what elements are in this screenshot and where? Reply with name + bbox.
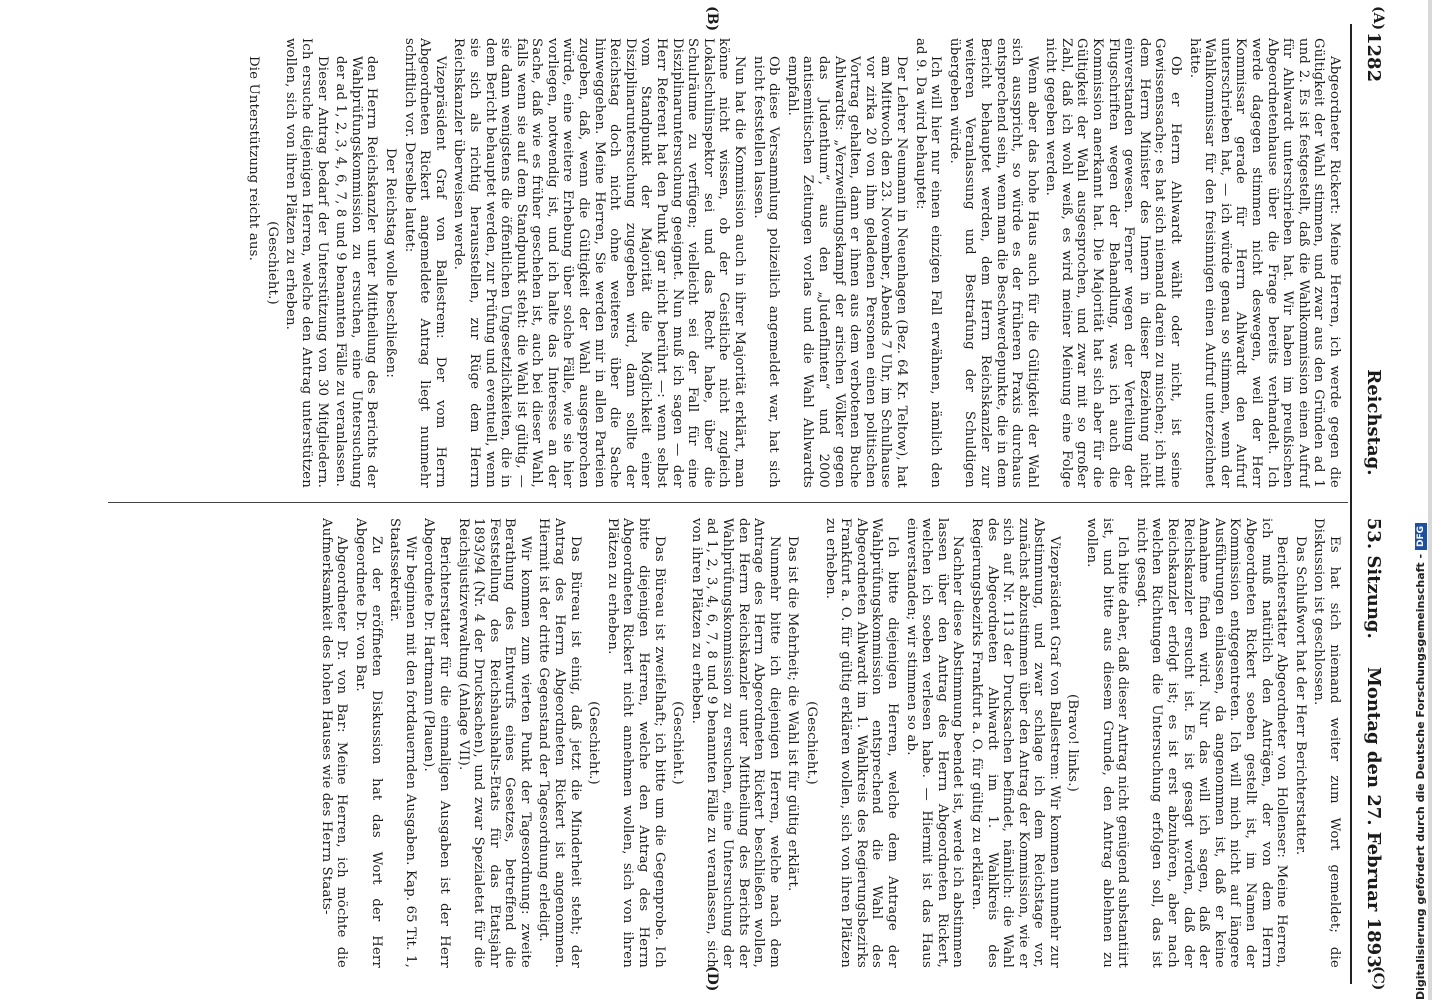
session-number: 53. Sitzung. xyxy=(1363,517,1384,639)
credit-text: Digitalisierung gefördert durch die Deutsche Forschungsgemeinschaft - xyxy=(1414,553,1427,1000)
paragraph: Es hat sich niemand weiter zum Wort gemeldet; die Diskussion ist geschlossen. xyxy=(1311,518,1342,968)
column-divider xyxy=(108,502,1348,503)
margin-marker-b: (B) xyxy=(704,6,720,32)
paragraph: Wenn aber das hohe Haus auch für die Gültigkeit der Wahl sich ausspricht, so würde es der früheren Praxis durchaus entsprechend sein, wenn man die Beschwerdepunkte, die in dem Bericht behauptet werden, dem Herrn Reichskanzler zur weiteren Veranlassung und Bestrafung der Schuldigen übergeben würde. xyxy=(946,38,1040,488)
paragraph: Ich will hier nur einen einzigen Fall erwähnen, nämlich den ad 9. Da wird behauptet: xyxy=(912,38,944,488)
paragraph: Dieser Antrag bedarf der Unterstützung von 30 Mitgliedern. Ich ersuche diejenigen Herren, welche den Antrag unterstützen wollen, sich von ihren Plätzen zu erheben. xyxy=(283,38,330,488)
paragraph: Zu der eröffneten Diskussion hat das Wort der Herr Abgeordnete Dr. von Bar. xyxy=(352,518,384,968)
paragraph: Berichterstatter Abgeordneter von Hollenser: Meine Herren, ich muß natürlich den Anträgen, der von dem Herrn Abgeordneten Rickert soeben gestellt ist, im Namen der Kommission entgegentreten. Ich will mich nicht auf längere Ausführungen einlassen, da angenommen ist, daß er keine Annahme finden wird. Nur das will ich sagen, daß der Reichskanzler ersucht ist. Es ist gesagt worden, daß der Reichskanzler erfolgt ist; es ist erst abzuhören, aber nach welchen Richtungen die Untersuchung erfolgen soll, das ist nicht gesagt. xyxy=(1133,518,1290,968)
paragraph: Nun hat die Kommission auch in ihrer Majorität erklärt, man könne nicht wissen, ob der Geistliche nicht zugleich Lokalschulinspektor sei und das Recht habe, über die Schulräume zu verfügen; vielleicht sei der Fall für eine Disziplinaruntersuchung geeignet. Nun muß ich sagen — der Herr Referent hat den Punkt gar nicht berührt —: wenn selbst vom Standpunkt der Majorität die Möglichkeit einer Disziplinaruntersuchung zugegeben wird, dann sollte der Reichstag doch nicht ohne weiteres über die Sache hinweggehen. Meine Herren, Sie werden mir in allen Parteien zugeben, daß, wenn die Gültigkeit der Wahl ausgesprochen würde, eine weitere Erhebung über solche Fälle, wie sie hier vorliegen, notwendig ist, und ich halte das Interesse an der Sache, daß wie es früher geschehen ist, auch bei dieser Wahl, falls wenn sie auf dem Standpunkt steht: die Wahl ist gültig, — sie dann wenigstens die öffentlichen Ungesetzlichkeiten, die in dem Bericht behauptet werden, zur Prüfung und eventuell, wenn sie sich als richtig herausstellen, zur Rüge dem Herrn Reichskanzler überweisen werde. xyxy=(451,38,748,488)
stage-direction: (Bravo! links.) xyxy=(1065,694,1081,792)
paragraph: Nachher diese Abstimmung beendet ist, werde ich abstimmen lassen über den Antrag des Herrn Abgeordneten Rickert, welchen ich soeben verlesen habe. — Hiermit ist das Haus einverstanden; wir stimmen so ab. xyxy=(903,518,966,968)
paragraph: Das ist die Mehrheit; die Wahl ist für gültig erklärt. xyxy=(785,536,801,892)
paragraph: Vizepräsident Graf von Ballestrem: Der vom Herrn Abgeordneten Rickert angemeldete Antrag liegt nunmehr schriftlich vor. Derselbe lautet: xyxy=(401,38,448,488)
margin-marker-d: (D) xyxy=(704,966,720,992)
paragraph: Vizepräsident Graf von Ballestrem: Wir kommen nunmehr zur Abstimmung, und zwar schlage ich dem Reichstage vor, zunächst abzustimmen über den Antrag der Kommission, wie er sich auf Nr. 113 der Drucksachen befindet, nämlich: die Wahl des Abgeordneten Ahlwardt im 1. Wahlkreis des Regierungsbezirks Frankfurt a. O. für gültig zu erklären. xyxy=(968,518,1062,968)
header-rule xyxy=(1350,24,1352,984)
paragraph: Wir kommen zum vierten Punkt der Tagesordnung: zweite Berathung des Entwurfs eines Gesetzes, betreffend die Feststellung des Reichshaushalts-Etats für das Etatsjahr 1893/94 (Nr. 4 der Drucksachen), und zwar Spezialetat für die Reichsjustizverwaltung (Anlage VII). xyxy=(455,518,533,968)
paragraph: Nunmehr bitte ich diejenigen Herren, welche nach dem Antrage des Herrn Abgeordneten Rickert beschließen wollen, den Herrn Reichskanzler unter Mittheilung des Berichts der Wahlprüfungskommission zu ersuchen, eine Untersuchung der ad 1, 2, 3, 4, 6, 7, 8 und 9 benannten Fälle zu veranlassen, sich von ihren Plätzen zu erheben. xyxy=(688,518,782,968)
dfg-logo: DFG xyxy=(1415,523,1427,550)
paragraph: Ich bitte diejenigen Herren, welche dem Antrage der Wahlprüfungskommission entsprechend die Wahl des Abgeordneten Ahlwardt im 1. Wahlkreis des Regierungsbezirks Frankfurt a. O. für gültig erklären wollen, sich von ihren Plätzen zu erheben. xyxy=(822,518,900,968)
paragraph: Der Reichstag wolle beschließen: xyxy=(382,147,398,378)
paragraph: Das Schlußwort hat der Herr Berichterstatter. xyxy=(1292,536,1308,856)
paragraph: Das Büreau ist zweifelhaft; ich bitte um die Gegenprobe. Ich bitte diejenigen Herren, welche den Antrag des Herrn Abgeordneten Rickert nicht annehmen wollen, sich von ihren Plätzen zu erheben. xyxy=(604,518,667,968)
paragraph: Abgeordneter Dr. von Bar: Meine Herren, ich möchte die Aufmerksamkeit des hohen Hauses wie des Herrn Staats- xyxy=(318,518,350,968)
stage-direction: (Geschieht.) xyxy=(264,221,280,305)
stage-direction: (Geschieht.) xyxy=(586,701,602,785)
publication-title: Reichstag. xyxy=(1363,369,1384,476)
paragraph: Abgeordneter Rickert: Meine Herren, ich werde gegen die Gültigkeit der Wahl stimmen, und zwar aus den Gründen ad 1 und 2. Es ist festgestellt, daß die Wahlkommission einen Aufruf für Ahlwardt unterschrieben hat. Wir haben im preußischen Abgeordnetenhause über die Frage bereits verhandelt. Ich werde dagegen stimmen nicht deswegen, weil der Herr Kommissar gerade für Herrn Ahlwardt den Aufruf unterschrieben hat, — ich würde genau so stimmen, wenn der Wahlkommissar für den freisinnigen einen Aufruf unterzeichnet hätte. xyxy=(1186,38,1342,488)
scan-edge xyxy=(1428,0,1432,1000)
motion-text: den Herrn Reichskanzler unter Mittheilung des Berichts der Wahlprüfungskommission zu ersuchen, eine Untersuchung der ad 1, 2, 3, 4, 6, 7, 8 und 9 benannten Fälle zu veranlassen. xyxy=(333,56,380,488)
paragraph: Berichterstatter für die einmaligen Ausgaben ist der Herr Abgeordnete Dr. Hartmann (Plauen). xyxy=(421,518,452,968)
quoted-paragraph: Der Lehrer Neumann in Neuenhagen (Bez. 64 Kr. Teltow), hat am Mittwoch den 23. November, Abends 7 Uhr, im Schulhause vor zirka 20 von ihm geladenen Personen einen politischen Vortrag gehalten, dann er ihnen aus dem verbotenen Buche Ahlwardts: „Verzweiflungskampf der arischen Völker gegen das Judenthum“, aus den „Judenflinten“ und 2000 antisemitischen Zeitungen vorlas und die Wahl Ahlwardts empfahl. xyxy=(784,56,909,488)
session-date: Montag den 27. Februar 1893. xyxy=(1363,666,1384,974)
left-column xyxy=(92,38,1342,488)
paragraph: Ich bitte daher, daß dieser Antrag nicht genügend substantiirt ist, und bitte aus diesem Grunde, den Antrag ablehnen zu wollen. xyxy=(1084,518,1131,968)
right-column xyxy=(92,518,1342,968)
margin-marker-a: (A) xyxy=(1370,6,1386,31)
stage-direction: (Geschieht.) xyxy=(804,701,819,785)
paragraph: Das Büreau ist einig, daß jetzt die Minderheit steht; der Antrag des Herrn Abgeordneten Rickert ist angenommen. Hiermit ist der dritte Gegenstand der Tagesordnung erledigt. xyxy=(536,518,583,968)
paragraph: Ob er Herrn Ahlwardt wählt oder nicht, ist seine Gewissenssache; es hat sich niemand darein zu mischen; ich mit dem Herrn Minister des Innern in dieser Beziehung nicht einverstanden gewesen. Ferner wegen der Verteilung der Flugschriften wegen der Behandlung, was ich auch die Kommission anerkannt hat. Die Majorität hat sich aber für die Gültigkeit der Wahl ausgesprochen, und zwar mit so großer Zahl, daß ich wohl weiß, es wird meiner Meinung eine Folge nicht gegeben werden. xyxy=(1043,38,1184,488)
page-header xyxy=(1352,24,1392,984)
quoted-paragraph: Ob diese Versammlung polizeilich angemeldet war, hat sich nicht feststellen lassen. xyxy=(750,56,782,488)
paragraph: Die Unterstützung reicht aus. xyxy=(246,56,262,262)
margin-marker-c: (C) xyxy=(1370,966,1386,991)
page-number: 1282 xyxy=(1363,32,1384,83)
paragraph: Wir beginnen mit den fortdauernden Ausgaben. Kap. 65 Tit. 1, Staatssekretär. xyxy=(387,518,418,968)
stage-direction: (Geschieht.) xyxy=(670,701,686,785)
